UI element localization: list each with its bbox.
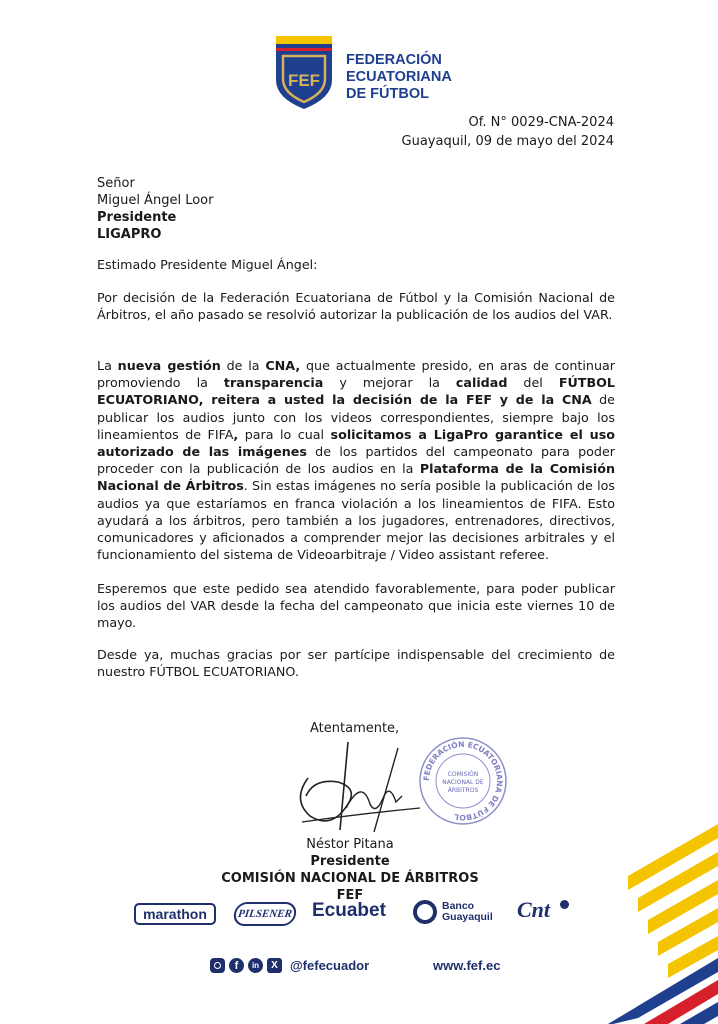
org-name-line3: DE FÚTBOL bbox=[346, 86, 429, 102]
banco-guayaquil-icon bbox=[413, 900, 437, 924]
closing: Atentamente, bbox=[310, 721, 400, 736]
paragraph-1: Por decisión de la Federación Ecuatoriana de Fútbol y la Comisión Nacional de Árbitros, el año pasado se resolvió autorizar la publicación de los audios del VAR. bbox=[97, 290, 615, 323]
place-date: Guayaquil, 09 de mayo del 2024 bbox=[401, 134, 614, 149]
sponsor-marathon-logo: marathon bbox=[134, 903, 216, 925]
signatory-name: Néstor Pitana bbox=[306, 837, 394, 852]
banco-line2: Guayaquil bbox=[442, 911, 493, 923]
x-icon[interactable]: X bbox=[267, 958, 282, 973]
reference-block bbox=[402, 113, 614, 151]
logo-monogram: FEF bbox=[287, 71, 321, 90]
organization-name bbox=[346, 52, 452, 103]
official-stamp bbox=[418, 736, 508, 826]
org-name-line2: ECUATORIANA bbox=[346, 69, 452, 85]
instagram-icon[interactable] bbox=[210, 958, 225, 973]
recipient-block bbox=[97, 175, 213, 243]
linkedin-icon[interactable]: in bbox=[248, 958, 263, 973]
social-icons bbox=[210, 958, 282, 973]
paragraph-3: Esperemos que este pedido sea atendido favorablemente, para poder publicar los audios del VAR desde la fecha del campeonato que inicia este viernes 10 de mayo. bbox=[97, 581, 615, 631]
recipient-organization: LIGAPRO bbox=[97, 227, 162, 242]
greeting: Estimado Presidente Miguel Ángel: bbox=[97, 257, 318, 272]
signatory-position: Presidente bbox=[310, 854, 390, 869]
sponsor-pilsener-logo: PILSENER bbox=[232, 902, 297, 926]
facebook-icon[interactable]: f bbox=[229, 958, 244, 973]
signatory-org: FEF bbox=[336, 888, 364, 903]
recipient-title: Señor bbox=[97, 176, 135, 191]
letter-number: Of. N° 0029-CNA-2024 bbox=[468, 115, 614, 130]
sponsor-cnt-logo: Cnt bbox=[517, 897, 551, 922]
signatory-body: COMISIÓN NACIONAL DE ÁRBITROS bbox=[221, 871, 479, 886]
stamp-ring-text: FEDERACIÓN ECUATORIANA DE FÚTBOL bbox=[421, 739, 505, 823]
paragraph-4: Desde ya, muchas gracias por ser partícipe indispensable del crecimiento de nuestro FÚTBOL ECUATORIANO. bbox=[97, 647, 615, 680]
decorative-stripes bbox=[568, 824, 718, 1024]
paragraph-2: La nueva gestión de la CNA, que actualmente presido, en aras de continuar promoviendo la transparencia y mejorar la calidad del FÚTBOL ECUATORIANO, reitera a usted la decisión de la FEF y de la CNA de publicar los audios junto con los videos correspondientes, siempre bajo los lineamientos de FIFA, para lo cual solicitamos a LigaPro garantice el uso autorizado de las imágenes de los partidos del campeonato para poder proceder con la publicación de los audios en la Plataforma de la Comisión Nacional de Árbitros. Sin estas imágenes no sería posible la publicación de los audios ya que estaríamos en franca violación a los lineamientos de FIFA. Esto ayudará a los árbitros, pero también a los jugadores, entrenadores, directivos, comunicadores y aficionados a comprender mejor las decisiones arbitrales y el funcionamiento del sistema de Videoarbitraje / Video assistant referee. bbox=[97, 358, 616, 563]
stamp-line3: ÁRBITROS bbox=[447, 787, 479, 794]
stamp-line2: NACIONAL DE bbox=[442, 779, 484, 786]
recipient-name: Miguel Ángel Loor bbox=[97, 193, 214, 208]
fef-logo bbox=[273, 36, 335, 110]
sponsor-banco-guayaquil-logo bbox=[442, 901, 493, 923]
recipient-position: Presidente bbox=[97, 210, 177, 225]
signatory-block bbox=[200, 836, 500, 904]
banco-line1: Banco bbox=[442, 900, 475, 912]
sponsor-ecuabet-logo: Ecuabet bbox=[312, 900, 386, 921]
social-handle[interactable]: @fefecuador bbox=[290, 958, 370, 973]
stamp-line1: COMISIÓN bbox=[447, 771, 479, 778]
website-link[interactable]: www.fef.ec bbox=[433, 958, 501, 973]
signature bbox=[288, 738, 428, 838]
org-name-line1: FEDERACIÓN bbox=[346, 52, 442, 68]
